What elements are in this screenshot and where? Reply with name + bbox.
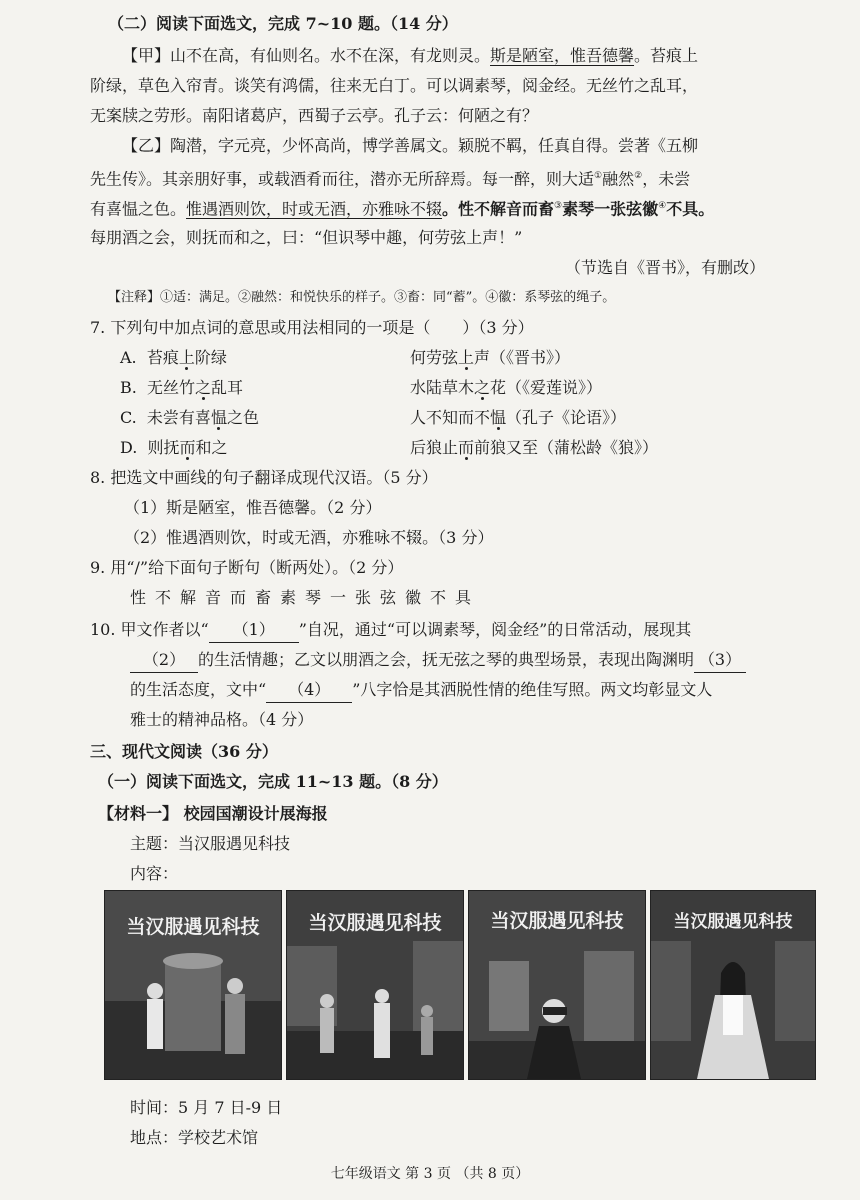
section3-header: 三、现代文阅读（36 分） bbox=[90, 742, 278, 761]
q7-option-c: C. 未尝有喜愠之色 bbox=[120, 408, 259, 427]
q7-option-d: D. 则抚而和之 bbox=[120, 438, 228, 457]
poster-2-title: 当汉服遇见科技 bbox=[308, 912, 442, 934]
jia-line-3: 无案牍之劳形。南阳诸葛庐，西蜀子云亭。孔子云：何陋之有？ bbox=[90, 106, 539, 125]
note-marker-1: ① bbox=[594, 171, 603, 181]
poster-image-1 bbox=[104, 890, 282, 1080]
q7-option-d-compare: 后狼止而前狼又至（蒲松龄《狼》） bbox=[410, 438, 659, 457]
note-marker-3: ③ bbox=[554, 201, 563, 211]
note-marker-2: ② bbox=[634, 171, 643, 181]
q10-blank-2: （2） bbox=[130, 648, 198, 673]
q7-option-c-compare: 人不知而不愠（孔子《论语》） bbox=[410, 408, 627, 427]
section3-subheader: （一）阅读下面选文，完成 11~13 题。（8 分） bbox=[98, 772, 448, 791]
page-footer: 七年级语文 第 3 页 （共 8 页） bbox=[330, 1166, 530, 1182]
annotations: 【注释】①适：满足。②融然：和悦快乐的样子。③畜：同“蓄”。④徽：系琴弦的绳子。 bbox=[108, 290, 616, 305]
poster-3-title: 当汉服遇见科技 bbox=[490, 910, 624, 932]
poster-image-2 bbox=[286, 890, 464, 1080]
q10-blank-4: （4） bbox=[266, 678, 352, 703]
material-1-title: 【材料一】 校园国潮设计展海报 bbox=[98, 804, 328, 823]
q8-sub-1: （1）斯是陋室，惟吾德馨。（2 分） bbox=[124, 498, 382, 517]
q10-blank-1: （1） bbox=[209, 618, 299, 643]
yi-line-1: 【乙】陶潜，字元亮，少怀高尚，博学善属文。颖脱不羁，任真自得。尝著《五柳 bbox=[122, 136, 699, 155]
q10-line-3: 的生活态度，文中“ （4） ”八字恰是其洒脱性情的绝佳写照。两文均彰显文人 bbox=[130, 678, 712, 703]
poster-image-3 bbox=[468, 890, 646, 1080]
q7-option-b-compare: 水陆草木之花（《爱莲说》） bbox=[410, 378, 603, 397]
yi-line-3: 有喜愠之色。惟遇酒则饮，时或无酒，亦雅咏不辍。性不解音而畜③素琴一张弦徽④不具。 bbox=[90, 199, 715, 219]
jia-line-1: 【甲】山不在高，有仙则名。水不在深，有龙则灵。斯是陋室，惟吾德馨。苔痕上 bbox=[122, 46, 699, 65]
poster-content-label: 内容： bbox=[130, 864, 179, 883]
underlined-sentence-2: 惟遇酒则饮，时或无酒，亦雅咏不辍 bbox=[186, 199, 443, 219]
note-marker-4: ④ bbox=[658, 201, 667, 211]
q10-line-4: 雅士的精神品格。（4 分） bbox=[130, 710, 314, 729]
q7-option-a-compare: 何劳弦上声（《晋书》） bbox=[410, 348, 571, 367]
poster-images bbox=[104, 890, 814, 1086]
underlined-sentence-1: 斯是陋室，惟吾德馨 bbox=[490, 46, 635, 65]
poster-time: 时间：5 月 7 日-9 日 bbox=[130, 1098, 283, 1117]
poster-1-title: 当汉服遇见科技 bbox=[126, 916, 260, 938]
q8-sub-2: （2）惟遇酒则饮，时或无酒，亦雅咏不辍。（3 分） bbox=[124, 528, 494, 547]
poster-place: 地点：学校艺术馆 bbox=[130, 1128, 259, 1147]
yi-source: （节选自《晋书》，有删改） bbox=[565, 258, 766, 277]
q8-stem: 8. 把选文中画线的句子翻译成现代汉语。（5 分） bbox=[90, 468, 438, 487]
yi-line-4: 每朋酒之会，则抚而和之，曰：“但识琴中趣，何劳弦上声！” bbox=[90, 228, 523, 247]
yi-line-2: 先生传》。其亲朋好事，或载酒肴而往，潜亦无所辞焉。每一醉，则大适①融然②，未尝 bbox=[90, 169, 691, 189]
q9-stem: 9. 用“/”给下面句子断句（断两处）。（2 分） bbox=[90, 558, 404, 577]
q10-line-1: 10. 甲文作者以“ （1） ”自况，通过“可以调素琴，阅金经”的日常活动，展现其 bbox=[90, 618, 691, 643]
poster-4-title: 当汉服遇见科技 bbox=[673, 912, 793, 932]
poster-theme: 主题：当汉服遇见科技 bbox=[130, 834, 291, 853]
q10-blank-3: （3） bbox=[694, 648, 746, 673]
q7-option-b: B. 无丝竹之乱耳 bbox=[120, 378, 244, 397]
q7-option-a: A. 苔痕上阶绿 bbox=[120, 348, 227, 367]
q10-line-2: （2） 的生活情趣；乙文以朋酒之会，抚无弦之琴的典型场景，表现出陶渊明 （3） bbox=[130, 648, 746, 673]
q7-stem: 7. 下列句中加点词的意思或用法相同的一项是（ ）（3 分） bbox=[90, 318, 534, 337]
q9-sentence: 性不解音而畜素琴一张弦徽不具 bbox=[130, 588, 481, 607]
section2-header: （二）阅读下面选文，完成 7~10 题。（14 分） bbox=[108, 14, 458, 33]
jia-line-2: 阶绿，草色入帘青。谈笑有鸿儒，往来无白丁。可以调素琴，阅金经。无丝竹之乱耳， bbox=[90, 76, 699, 95]
poster-image-4 bbox=[650, 890, 816, 1080]
